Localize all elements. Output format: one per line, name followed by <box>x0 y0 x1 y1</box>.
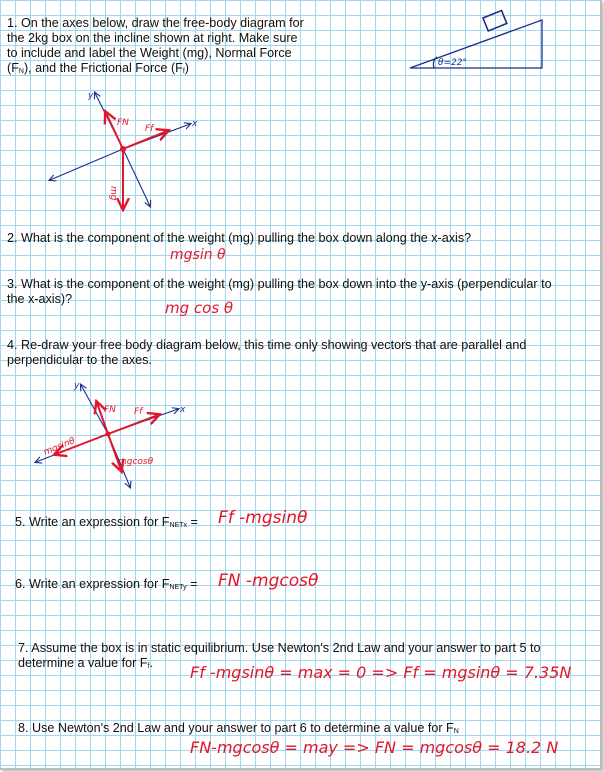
answer-8: FN-mgcosθ = may => FN = mgcosθ = 18.2 N <box>190 738 559 757</box>
q7-line2: determine a value for $F_f$. <box>18 656 153 670</box>
q7-line1: 7. Assume the box is in static equilibrium. Use Newton's 2nd Law and your answer to part 5 to <box>18 641 541 655</box>
q5-text: 5. Write an expression for $F_{NETx}$ = <box>15 515 198 529</box>
fbd2-y-label: y <box>74 381 80 391</box>
answer-5: Ff -mgsinθ <box>218 508 308 528</box>
q8-text: 8. Use Newton's 2nd Law and your answer to part 6 to determine a value for $F_N$ <box>18 721 459 735</box>
answer-3: mg cos θ <box>165 299 234 317</box>
fbd1-weight-label: mg <box>108 186 118 201</box>
fbd2-friction-label: Ff <box>134 407 143 417</box>
fbd1-x-label: x <box>192 119 198 129</box>
incline-angle-label: θ=22° <box>438 58 467 68</box>
answer-7: Ff -mgsinθ = max = 0 => Ff = mgsinθ = 7.35N <box>190 663 572 682</box>
fbd2-friction-vector <box>108 415 158 434</box>
fbd2-perp-label: mgcosθ <box>118 457 154 467</box>
fbd1-friction-label: Ff <box>145 124 154 134</box>
q4-line1: 4. Re-draw your free body diagram below, this time only showing vectors that are parallel and <box>7 338 527 352</box>
q3-line1: 3. What is the component of the weight (mg) pulling the box down into the y-axis (perpendicular to <box>7 277 552 291</box>
q1-line2: the 2kg box on the incline shown at right. Make sure <box>7 31 298 45</box>
fbd1-normal-label: FN <box>117 118 129 128</box>
q4-line2: perpendicular to the axes. <box>7 353 152 367</box>
fbd2-parallel-label: mgsinθ <box>42 436 77 458</box>
fbd2-x-label: x <box>180 405 186 415</box>
q1-line3: to include and label the Weight (mg), Normal Force <box>7 46 292 60</box>
fbd2-normal-label: FN <box>104 405 116 415</box>
answer-2: mgsin θ <box>170 247 226 263</box>
q1-line4: $(F_N)$, and the Frictional Force $(F_f)$ <box>7 61 189 75</box>
q1-line1: 1. On the axes below, draw the free-body diagram for <box>7 16 304 30</box>
answer-6: FN -mgcosθ <box>218 571 319 591</box>
q6-text: 6. Write an expression for $F_{NETy}$ = <box>15 577 198 591</box>
fbd2-origin-dot <box>106 432 111 437</box>
q3-line2: the x-axis)? <box>7 292 73 306</box>
q2-text: 2. What is the component of the weight (mg) pulling the box down along the x-axis? <box>7 231 472 245</box>
fbd1-y-label: y <box>88 91 94 101</box>
